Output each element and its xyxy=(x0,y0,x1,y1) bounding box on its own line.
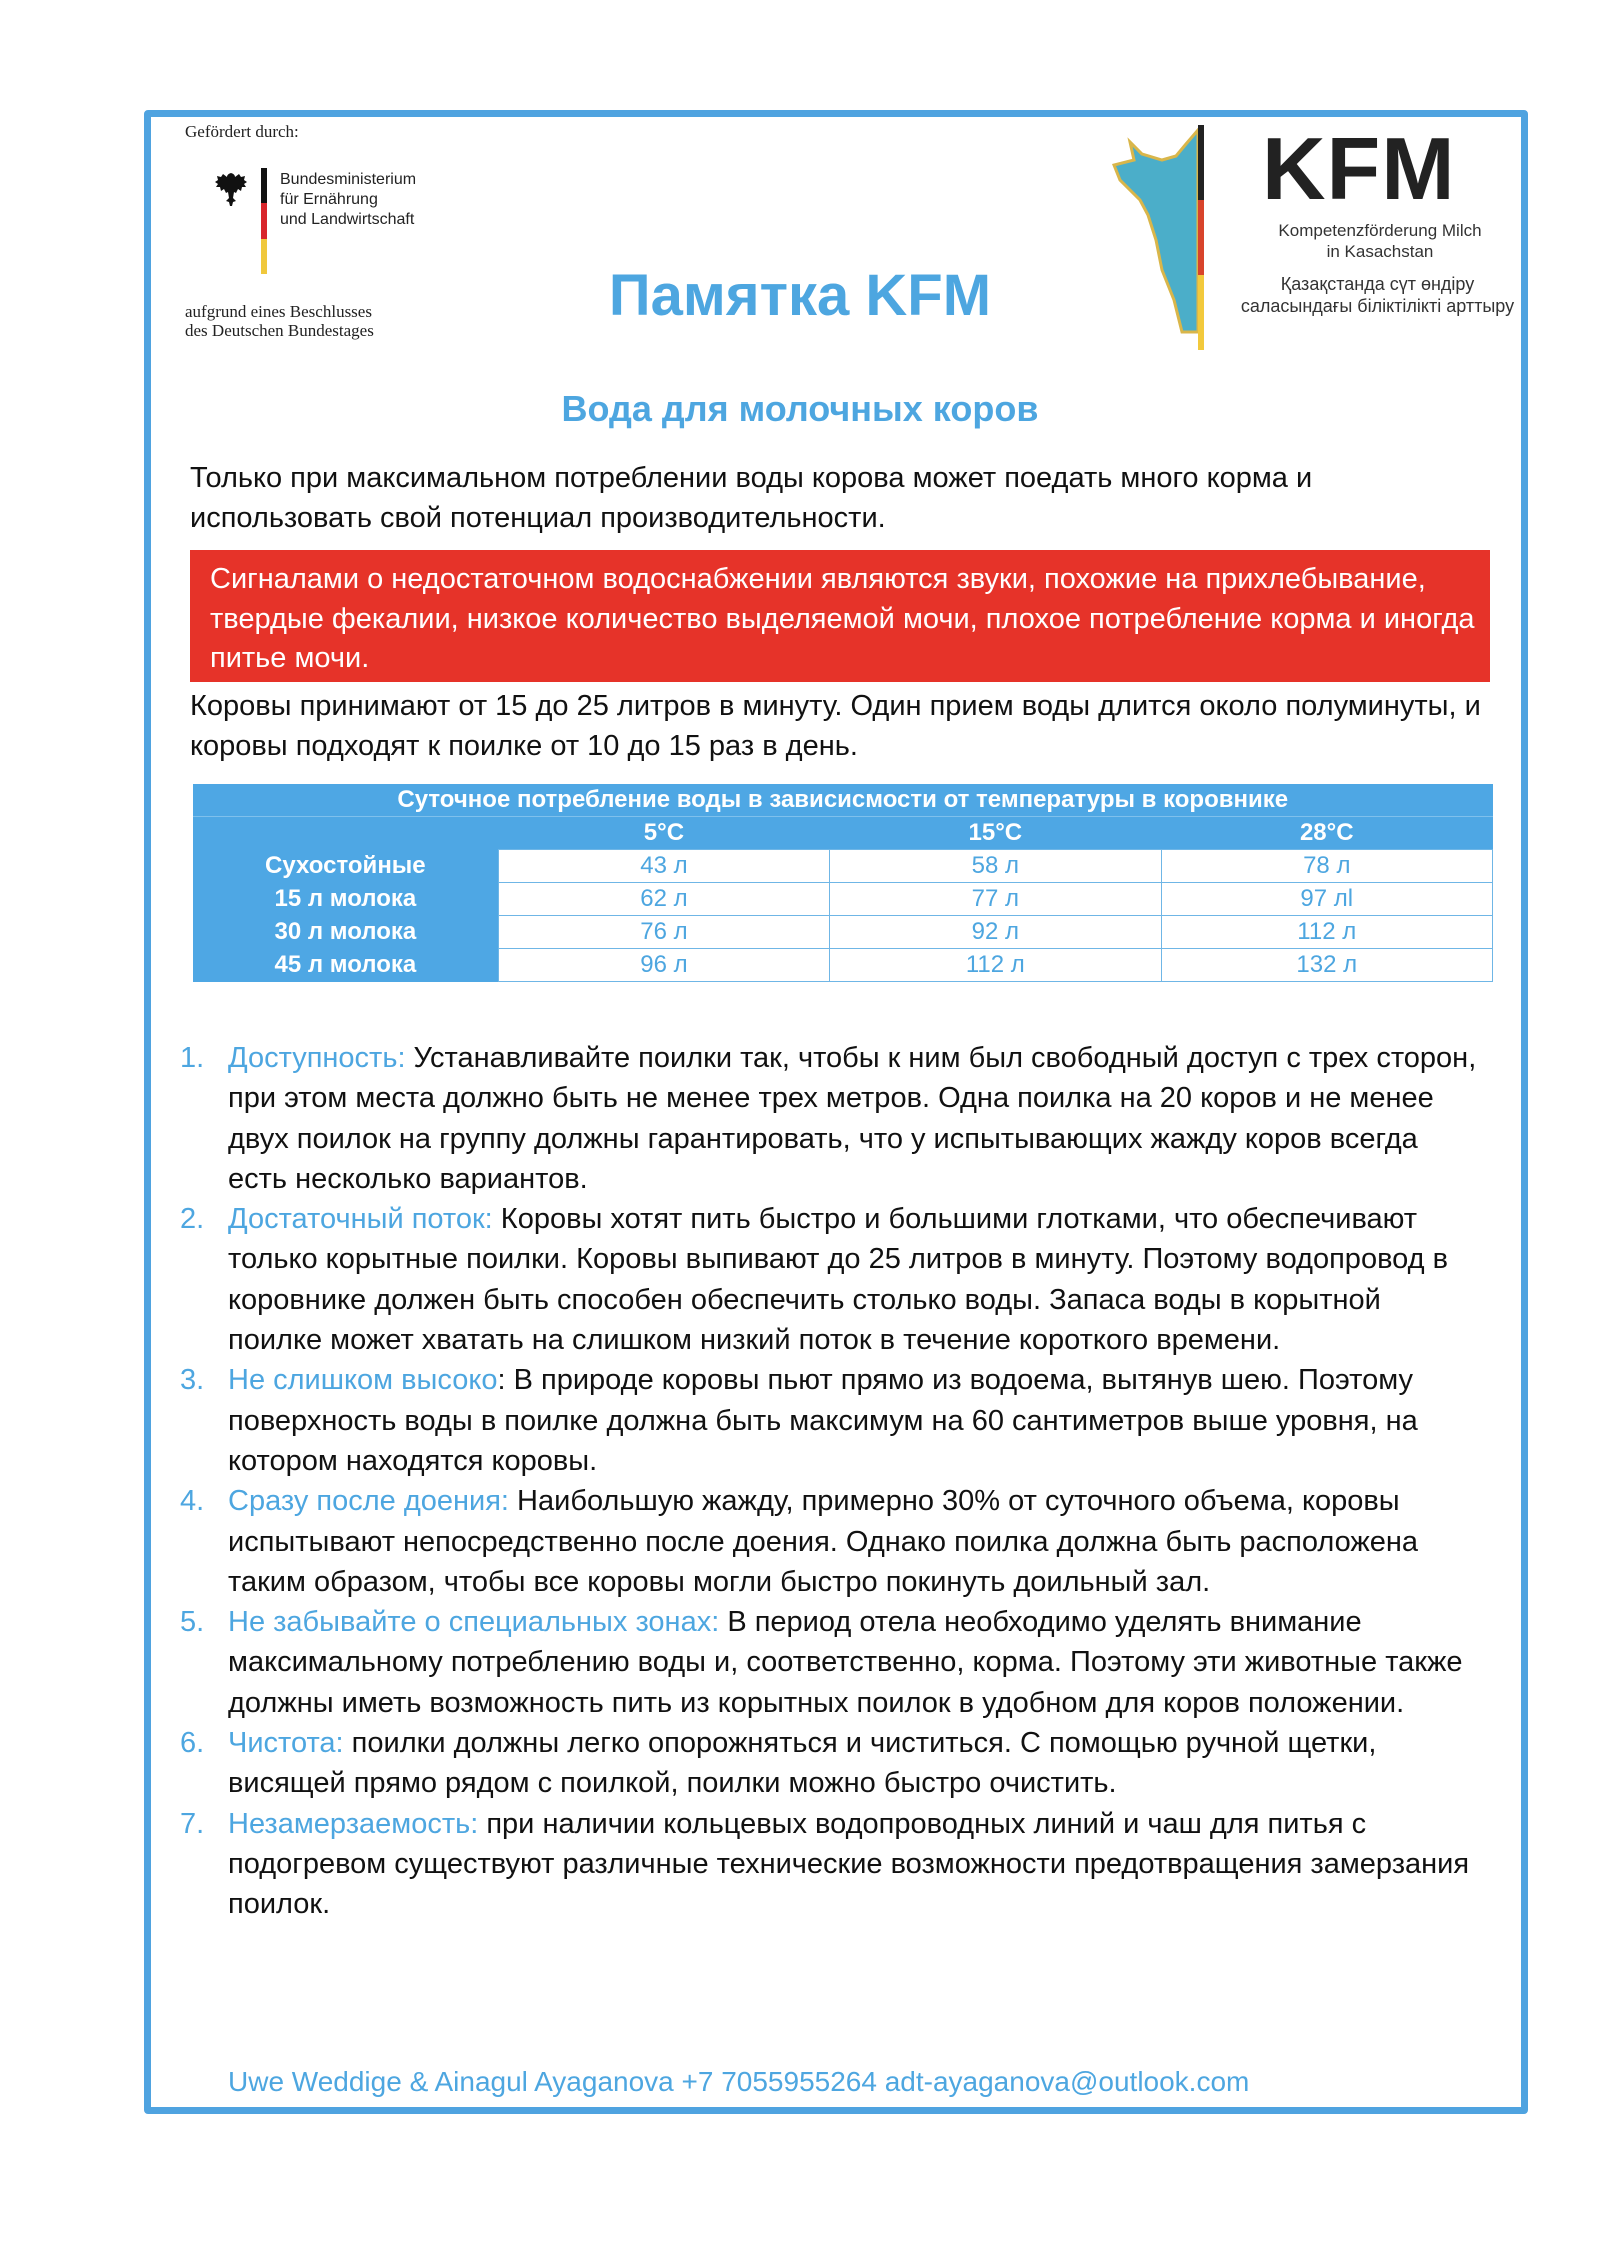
item-text: при наличии кольцевых водопроводных линий и чаш для питья с подогревом существуют различные технические возможности предотвращения замерзания поилок. xyxy=(228,1807,1470,1921)
item-text: В период отела необходимо уделять внимание максимальному потреблению воды и, соответственно, корма. Поэтому эти животные также должны иметь возможность пить из корытных поилок в удобном для коров положении. xyxy=(228,1606,1463,1719)
federal-eagle-icon xyxy=(213,170,251,212)
kfm-kz-line: Қазақстанда сүт өндіру xyxy=(1280,274,1475,294)
column-header: 28°C xyxy=(1161,817,1492,850)
table-cell: 96 л xyxy=(498,949,829,982)
warning-box: Сигналами о недостаточном водоснабжении являются звуки, похожие на прихлебывание, твердые фекалии, низкое количество выделяемой мочи, плохое потребление корма и иногда питье мочи. xyxy=(190,550,1490,682)
row-label: 15 л молока xyxy=(193,883,498,916)
item-heading: Доступность: xyxy=(228,1042,406,1074)
water-consumption-table xyxy=(193,784,1493,982)
item-number: 6. xyxy=(180,1727,205,1760)
column-header: 15°C xyxy=(830,817,1161,850)
list-item xyxy=(180,1038,1480,1199)
kfm-cow-logo-icon xyxy=(1112,120,1204,350)
table-cell: 43 л xyxy=(498,850,829,883)
table-cell: 112 л xyxy=(1161,916,1492,949)
intro-paragraph: Только при максимальном потреблении воды корова может поедать много корма и использовать свой потенциал производительности. xyxy=(190,462,1313,534)
item-text: Устанавливайте поилки так, чтобы к ним был свободный доступ с трех сторон, при этом места должно быть не менее трех метров. Одна поилка на 20 коров и не менее двух поилок на группу должны гарантировать, что у испытывающих жажду коров всегда есть несколько вариантов. xyxy=(228,1042,1477,1195)
ministry-line: für Ernährung xyxy=(280,191,378,208)
item-number: 1. xyxy=(180,1042,205,1074)
list-item xyxy=(180,1804,1480,1925)
ministry-line: und Landwirtschaft xyxy=(280,211,415,228)
item-number: 4. xyxy=(180,1485,205,1518)
table-cell: 92 л xyxy=(830,916,1161,949)
item-number: 7. xyxy=(180,1807,205,1840)
column-header: 5°C xyxy=(498,817,829,850)
item-number: 5. xyxy=(180,1606,205,1639)
item-number: 2. xyxy=(180,1203,205,1236)
ministry-name xyxy=(280,170,416,230)
row-label: 45 л молока xyxy=(193,949,498,982)
item-heading: Сразу после доения: xyxy=(228,1485,509,1518)
page-title: Памятка KFM xyxy=(608,263,992,328)
item-heading: Незамерзаемость: xyxy=(228,1807,479,1840)
item-heading: Не слишком высоко xyxy=(228,1364,498,1397)
contact-footer: Uwe Weddige & Ainagul Ayaganova +7 7055955264 adt-ayaganova@outlook.com xyxy=(228,2066,1250,2097)
table-cell: 76 л xyxy=(498,916,829,949)
item-heading: Достаточный поток: xyxy=(228,1203,493,1236)
list-item xyxy=(180,1602,1480,1723)
table-row xyxy=(193,883,1493,916)
table-cell: 78 л xyxy=(1161,850,1492,883)
item-text: Наибольшую жажду, примерно 30% от суточного объема, коровы испытывают непосредственно после доения. Однако поилка должна быть расположена таким образом, чтобы все коровы могли быстро покинуть доильный зал. xyxy=(228,1485,1419,1598)
item-text: : В природе коровы пьют прямо из водоема, вытянув шею. Поэтому поверхность воды в поилке должна быть максимум на 60 сантиметров выше уровня, на котором находятся коровы. xyxy=(228,1364,1418,1477)
table-row xyxy=(193,916,1493,949)
item-text: Коровы хотят пить быстро и большими глотками, что обеспечивают только корытные поилки. Коровы выпивают до 25 литров в минуту. Поэтому водопровод в коровнике должен быть способен обеспечить столько воды. Запаса воды в корытной поилке может хватать на слишком низкий поток в течение короткого времени. xyxy=(228,1203,1449,1357)
item-heading: Не забывайте о специальных зонах: xyxy=(228,1606,720,1639)
table-caption: Суточное потребление воды в зависисмости от температуры в коровнике xyxy=(193,784,1493,817)
ministry-line: Bundesministerium xyxy=(280,171,417,188)
kfm-german-name xyxy=(1245,220,1515,262)
column-header xyxy=(193,817,498,850)
kfm-de-line: Kompetenzförderung Milch xyxy=(1278,221,1482,240)
intake-paragraph: Коровы принимают от 15 до 25 литров в минуту. Один прием воды длится около полуминуты, и коровы подходят к поилке от 10 до 15 раз в день. xyxy=(190,690,1481,762)
item-text: поилки должны легко опорожняться и чиститься. С помощью ручной щетки, висящей прямо рядом с поилкой, поилки можно быстро очистить. xyxy=(228,1727,1377,1800)
kfm-de-line: in Kasachstan xyxy=(1326,242,1434,261)
item-number: 3. xyxy=(180,1364,205,1397)
list-item xyxy=(180,1360,1480,1481)
table-row xyxy=(193,850,1493,883)
german-flag-bar xyxy=(261,168,267,274)
section-title: Вода для молочных коров xyxy=(561,388,1039,429)
table-cell: 132 л xyxy=(1161,949,1492,982)
table-cell: 77 л xyxy=(830,883,1161,916)
kfm-kz-line: саласындағы біліктілікті арттыру xyxy=(1240,296,1515,316)
table-row xyxy=(193,949,1493,982)
list-item xyxy=(180,1723,1480,1804)
item-heading: Чистота: xyxy=(228,1727,344,1760)
table-cell: 112 л xyxy=(830,949,1161,982)
decision-line: aufgrund eines Beschlusses xyxy=(185,302,372,321)
row-label: Сухостойные xyxy=(193,850,498,883)
decision-line: des Deutschen Bundestages xyxy=(185,321,374,340)
list-item xyxy=(180,1481,1480,1602)
kfm-acronym: KFM xyxy=(1262,119,1456,218)
table-header-row xyxy=(193,817,1493,850)
funded-by-label: Gefördert durch: xyxy=(185,122,299,141)
table-cell: 58 л xyxy=(830,850,1161,883)
row-label: 30 л молока xyxy=(193,916,498,949)
table-cell: 97 лl xyxy=(1161,883,1492,916)
table-cell: 62 л xyxy=(498,883,829,916)
recommendations-list xyxy=(180,1038,1480,1925)
kfm-kazakh-name xyxy=(1225,273,1530,317)
list-item xyxy=(180,1199,1480,1360)
bundestag-decision xyxy=(185,302,374,340)
